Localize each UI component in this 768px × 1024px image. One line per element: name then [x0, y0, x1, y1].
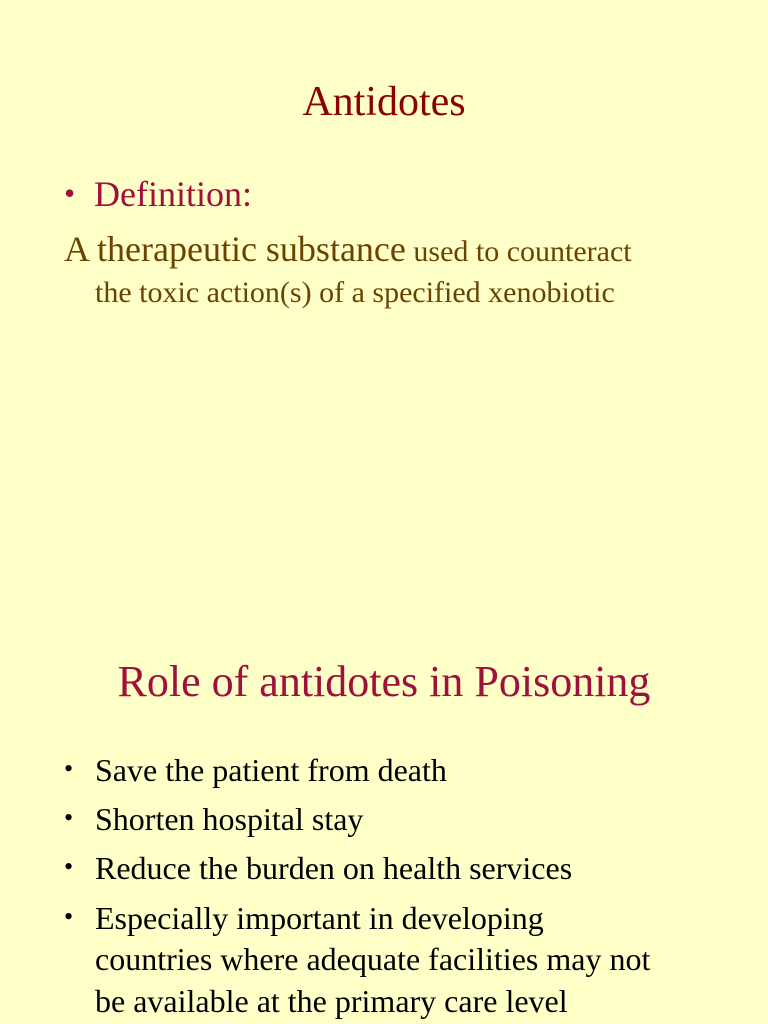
list-item-text: Shorten hospital stay: [95, 801, 364, 837]
slide-role-of-antidotes: [0, 620, 768, 1024]
bullet-icon: •: [64, 754, 74, 783]
bullet-icon: •: [64, 803, 74, 832]
list-item-text: Reduce the burden on health services: [95, 850, 573, 886]
slide-title: Antidotes: [302, 79, 466, 125]
bullet-icon: •: [64, 902, 74, 931]
definition-text-line-2: the toxic action(s) of a specified xenobiotic: [95, 276, 615, 309]
bullet-icon: •: [64, 852, 74, 881]
list-item-continuation: countries where adequate facilities may not: [95, 941, 651, 977]
definition-label: Definition:: [94, 174, 252, 214]
list-item-text: Especially important in developing: [95, 900, 544, 936]
list-item-text: Save the patient from death: [95, 752, 447, 788]
definition-text-part-a: A therapeutic substance: [64, 229, 406, 269]
definition-text-line-1: [64, 228, 632, 270]
list-item-continuation: be available at the primary care level: [95, 983, 568, 1019]
slide-title: Role of antidotes in Poisoning: [117, 657, 651, 706]
definition-text-part-b: used to counteract: [405, 235, 632, 268]
bullet-icon: •: [64, 175, 76, 211]
